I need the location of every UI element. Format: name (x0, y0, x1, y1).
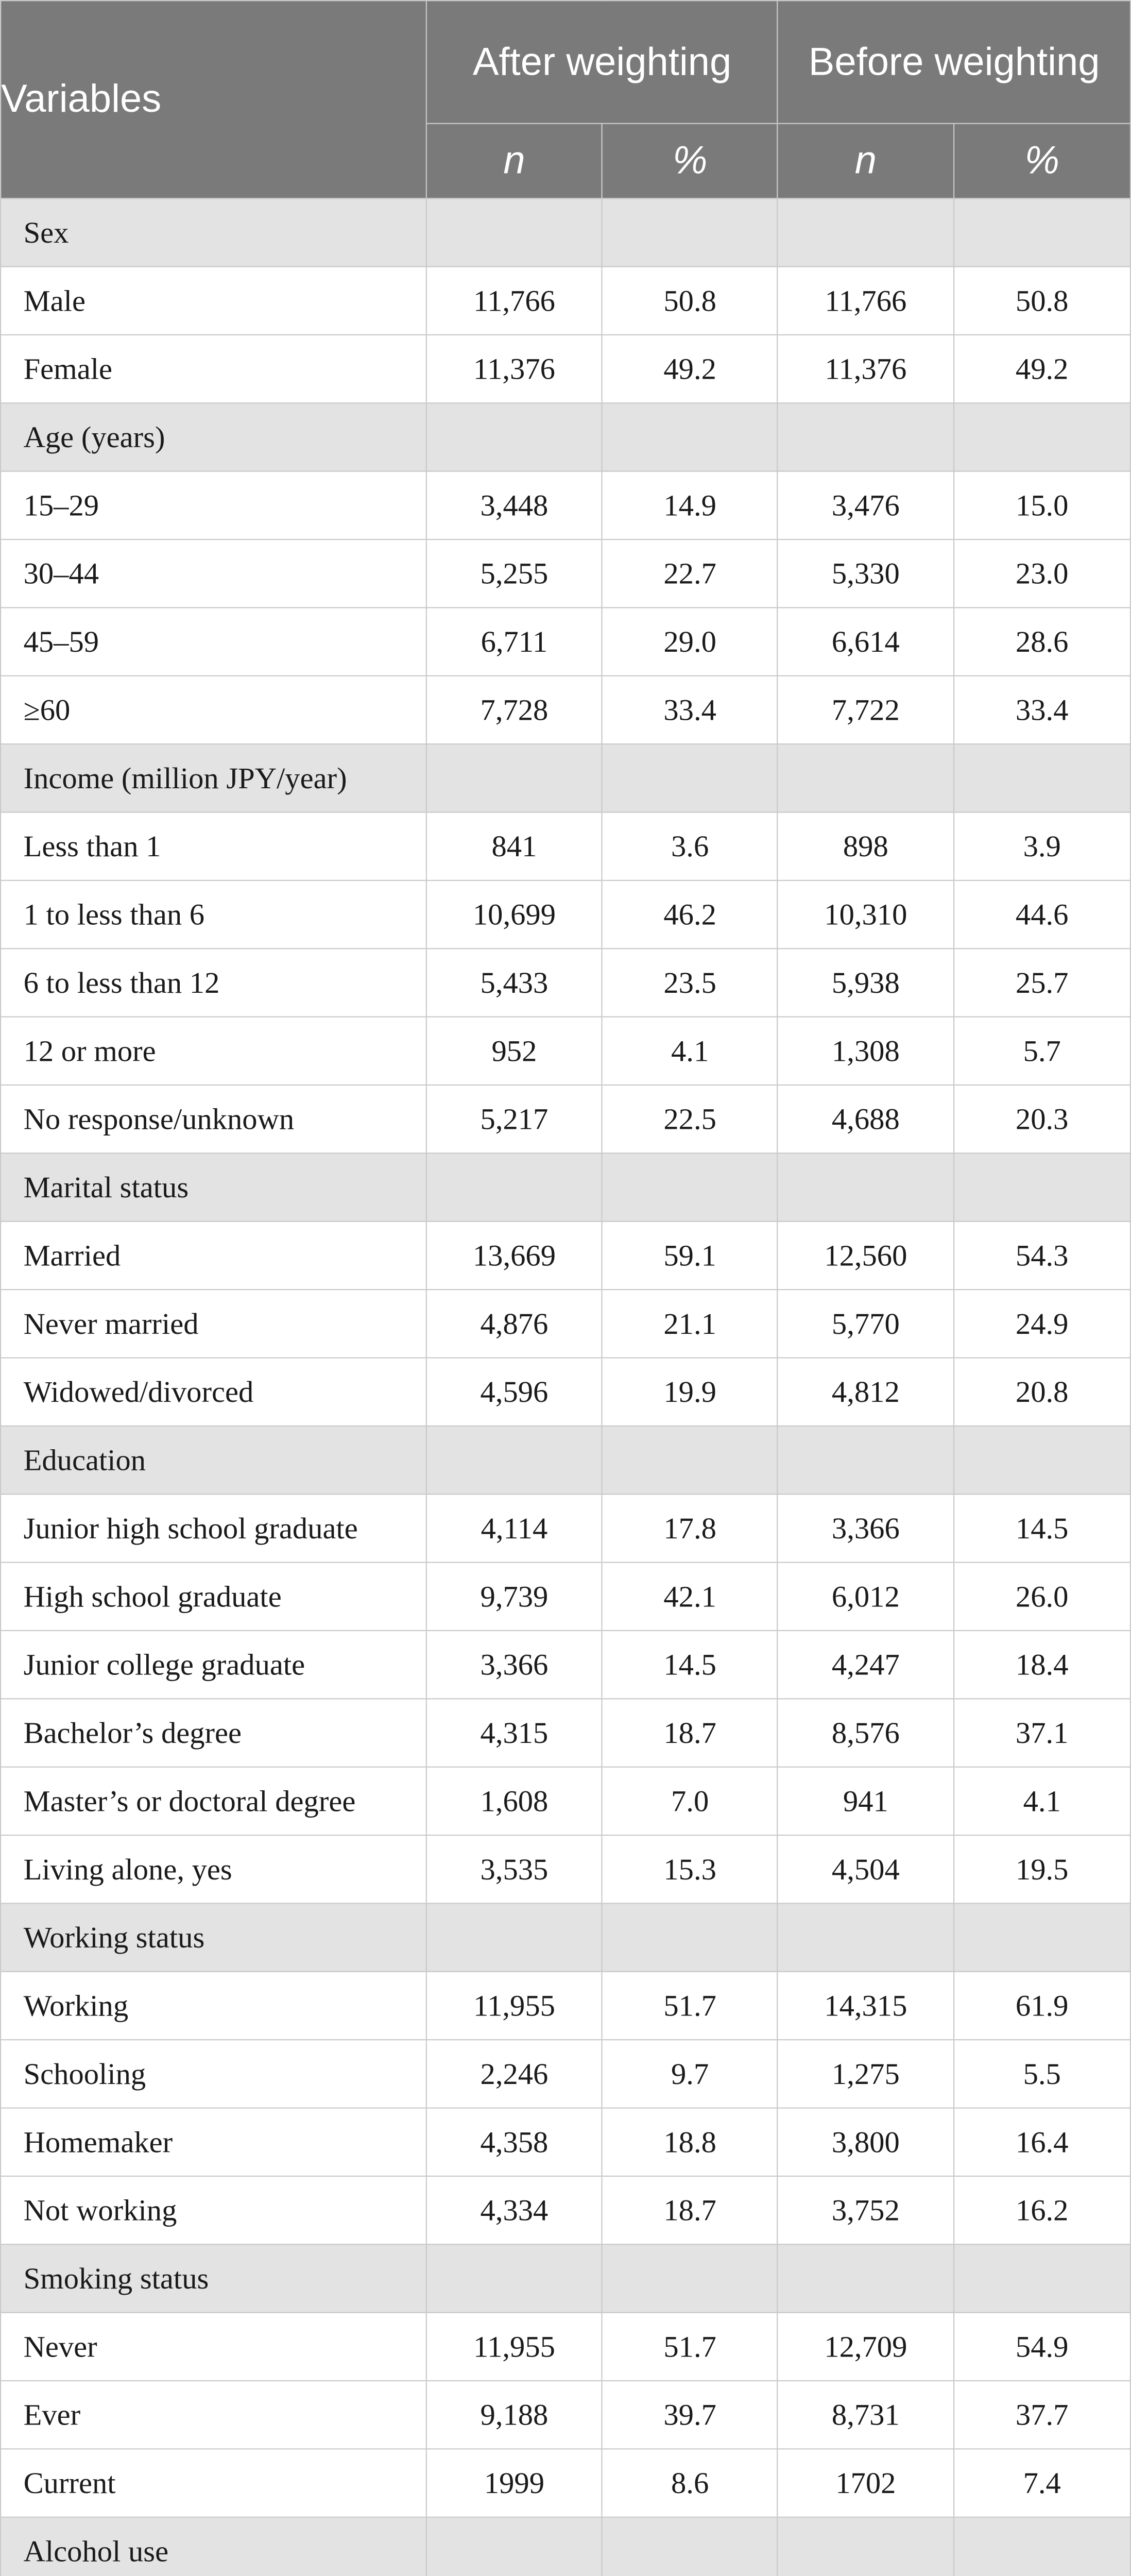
empty-cell (602, 198, 778, 266)
after-n-cell: 3,448 (426, 471, 602, 539)
row-label: 45–59 (1, 607, 426, 675)
row-label: Junior college graduate (1, 1631, 426, 1699)
row-label: Ever (1, 2381, 426, 2449)
table-row (1, 1017, 1130, 1085)
after-pct-cell: 22.5 (602, 1085, 778, 1153)
before-pct-cell: 19.5 (953, 1835, 1130, 1903)
before-n-cell: 4,812 (778, 1358, 953, 1426)
after-n-cell: 13,669 (426, 1222, 602, 1290)
before-n-cell: 6,614 (778, 607, 953, 675)
after-pct-cell: 42.1 (602, 1563, 778, 1631)
section-row (1, 1903, 1130, 1971)
before-n-cell: 3,752 (778, 2176, 953, 2244)
after-pct-cell: 18.7 (602, 2176, 778, 2244)
after-pct-cell: 33.4 (602, 676, 778, 744)
before-pct-cell: 28.6 (953, 607, 1130, 675)
before-pct-header: % (953, 124, 1130, 198)
table-row (1, 2449, 1130, 2517)
after-pct-cell: 23.5 (602, 948, 778, 1016)
after-pct-cell: 21.1 (602, 1290, 778, 1358)
empty-cell (426, 1903, 602, 1971)
section-label: Education (1, 1426, 426, 1494)
before-pct-cell: 37.1 (953, 1699, 1130, 1767)
table-row (1, 1222, 1130, 1290)
after-pct-cell: 9.7 (602, 2040, 778, 2108)
row-label: Never (1, 2313, 426, 2381)
table-row (1, 1494, 1130, 1562)
row-label: Not working (1, 2176, 426, 2244)
table-row (1, 2108, 1130, 2176)
before-pct-cell: 33.4 (953, 676, 1130, 744)
before-weighting-header: Before weighting (778, 1, 1130, 124)
empty-cell (953, 198, 1130, 266)
empty-cell (426, 1153, 602, 1221)
table-row (1, 1835, 1130, 1903)
table-row (1, 1699, 1130, 1767)
section-row (1, 744, 1130, 812)
after-pct-cell: 46.2 (602, 880, 778, 948)
before-n-cell: 3,800 (778, 2108, 953, 2176)
section-label: Working status (1, 1903, 426, 1971)
empty-cell (602, 1153, 778, 1221)
table-row (1, 1358, 1130, 1426)
empty-cell (426, 2244, 602, 2312)
before-pct-cell: 14.5 (953, 1494, 1130, 1562)
before-pct-cell: 5.5 (953, 2040, 1130, 2108)
table-row (1, 1972, 1130, 2040)
table-row (1, 1563, 1130, 1631)
empty-cell (953, 403, 1130, 471)
before-pct-cell: 44.6 (953, 880, 1130, 948)
empty-cell (778, 1426, 953, 1494)
empty-cell (778, 2244, 953, 2312)
table-row (1, 1290, 1130, 1358)
before-pct-cell: 7.4 (953, 2449, 1130, 2517)
before-pct-cell: 16.4 (953, 2108, 1130, 2176)
after-pct-cell: 3.6 (602, 812, 778, 880)
section-label: Age (years) (1, 403, 426, 471)
empty-cell (426, 1426, 602, 1494)
empty-cell (602, 2517, 778, 2576)
section-row (1, 403, 1130, 471)
empty-cell (778, 1903, 953, 1971)
after-n-cell: 11,955 (426, 2313, 602, 2381)
row-label: Married (1, 1222, 426, 1290)
before-n-header: n (778, 124, 953, 198)
table-row (1, 676, 1130, 744)
before-pct-cell: 24.9 (953, 1290, 1130, 1358)
after-n-cell: 5,255 (426, 539, 602, 607)
after-pct-cell: 29.0 (602, 607, 778, 675)
row-label: No response/unknown (1, 1085, 426, 1153)
empty-cell (602, 1903, 778, 1971)
before-pct-cell: 20.3 (953, 1085, 1130, 1153)
after-n-cell: 4,358 (426, 2108, 602, 2176)
empty-cell (426, 2517, 602, 2576)
before-n-cell: 10,310 (778, 880, 953, 948)
before-pct-cell: 5.7 (953, 1017, 1130, 1085)
empty-cell (953, 2517, 1130, 2576)
after-n-cell: 4,114 (426, 1494, 602, 1562)
row-label: 30–44 (1, 539, 426, 607)
empty-cell (426, 198, 602, 266)
after-n-cell: 4,596 (426, 1358, 602, 1426)
after-n-cell: 1,608 (426, 1767, 602, 1835)
row-label: Living alone, yes (1, 1835, 426, 1903)
before-pct-cell: 54.9 (953, 2313, 1130, 2381)
before-pct-cell: 37.7 (953, 2381, 1130, 2449)
table-row (1, 607, 1130, 675)
after-n-cell: 3,535 (426, 1835, 602, 1903)
table-row (1, 880, 1130, 948)
before-n-cell: 4,688 (778, 1085, 953, 1153)
empty-cell (953, 2244, 1130, 2312)
after-pct-cell: 15.3 (602, 1835, 778, 1903)
before-n-cell: 941 (778, 1767, 953, 1835)
before-n-cell: 8,731 (778, 2381, 953, 2449)
row-label: Junior high school graduate (1, 1494, 426, 1562)
empty-cell (426, 744, 602, 812)
after-n-cell: 5,433 (426, 948, 602, 1016)
after-n-cell: 9,739 (426, 1563, 602, 1631)
section-row (1, 1426, 1130, 1494)
table-row (1, 2040, 1130, 2108)
row-label: Male (1, 267, 426, 335)
section-label: Sex (1, 198, 426, 266)
before-n-cell: 6,012 (778, 1563, 953, 1631)
after-pct-cell: 4.1 (602, 1017, 778, 1085)
after-n-cell: 952 (426, 1017, 602, 1085)
before-pct-cell: 54.3 (953, 1222, 1130, 1290)
empty-cell (953, 1426, 1130, 1494)
row-label: ≥60 (1, 676, 426, 744)
after-pct-cell: 59.1 (602, 1222, 778, 1290)
after-n-cell: 3,366 (426, 1631, 602, 1699)
empty-cell (602, 1426, 778, 1494)
section-label: Marital status (1, 1153, 426, 1221)
after-pct-cell: 22.7 (602, 539, 778, 607)
table-row (1, 1767, 1130, 1835)
after-pct-cell: 39.7 (602, 2381, 778, 2449)
before-pct-cell: 49.2 (953, 335, 1130, 403)
empty-cell (778, 1153, 953, 1221)
empty-cell (778, 403, 953, 471)
after-n-cell: 6,711 (426, 607, 602, 675)
row-label: Never married (1, 1290, 426, 1358)
empty-cell (953, 1903, 1130, 1971)
before-pct-cell: 61.9 (953, 1972, 1130, 2040)
after-pct-cell: 14.5 (602, 1631, 778, 1699)
before-pct-cell: 50.8 (953, 267, 1130, 335)
before-pct-cell: 20.8 (953, 1358, 1130, 1426)
before-n-cell: 7,722 (778, 676, 953, 744)
before-n-cell: 1702 (778, 2449, 953, 2517)
after-pct-cell: 50.8 (602, 267, 778, 335)
table-row (1, 335, 1130, 403)
before-n-cell: 11,766 (778, 267, 953, 335)
before-pct-cell: 3.9 (953, 812, 1130, 880)
before-pct-cell: 26.0 (953, 1563, 1130, 1631)
row-label: 12 or more (1, 1017, 426, 1085)
after-pct-header: % (602, 124, 778, 198)
after-pct-cell: 18.8 (602, 2108, 778, 2176)
row-label: 15–29 (1, 471, 426, 539)
table-row (1, 2313, 1130, 2381)
after-pct-cell: 17.8 (602, 1494, 778, 1562)
before-n-cell: 4,504 (778, 1835, 953, 1903)
after-pct-cell: 14.9 (602, 471, 778, 539)
row-label: 1 to less than 6 (1, 880, 426, 948)
table-row (1, 948, 1130, 1016)
after-n-cell: 2,246 (426, 2040, 602, 2108)
after-weighting-header: After weighting (426, 1, 778, 124)
row-label: Female (1, 335, 426, 403)
row-label: Homemaker (1, 2108, 426, 2176)
after-pct-cell: 7.0 (602, 1767, 778, 1835)
before-n-cell: 3,366 (778, 1494, 953, 1562)
row-label: Bachelor’s degree (1, 1699, 426, 1767)
empty-cell (953, 744, 1130, 812)
empty-cell (953, 1153, 1130, 1221)
after-n-cell: 11,766 (426, 267, 602, 335)
after-n-cell: 5,217 (426, 1085, 602, 1153)
row-label: Current (1, 2449, 426, 2517)
table-row (1, 539, 1130, 607)
section-label: Income (million JPY/year) (1, 744, 426, 812)
before-n-cell: 12,709 (778, 2313, 953, 2381)
after-pct-cell: 49.2 (602, 335, 778, 403)
row-label: High school graduate (1, 1563, 426, 1631)
after-n-cell: 9,188 (426, 2381, 602, 2449)
row-label: Widowed/divorced (1, 1358, 426, 1426)
empty-cell (778, 2517, 953, 2576)
after-pct-cell: 8.6 (602, 2449, 778, 2517)
table-row (1, 812, 1130, 880)
before-pct-cell: 16.2 (953, 2176, 1130, 2244)
before-n-cell: 4,247 (778, 1631, 953, 1699)
row-label: Less than 1 (1, 812, 426, 880)
section-row (1, 2244, 1130, 2312)
row-label: Working (1, 1972, 426, 2040)
section-label: Smoking status (1, 2244, 426, 2312)
before-n-cell: 1,308 (778, 1017, 953, 1085)
row-label: Schooling (1, 2040, 426, 2108)
after-n-cell: 11,376 (426, 335, 602, 403)
table-row (1, 267, 1130, 335)
before-pct-cell: 23.0 (953, 539, 1130, 607)
section-row (1, 2517, 1130, 2576)
after-pct-cell: 51.7 (602, 2313, 778, 2381)
after-pct-cell: 19.9 (602, 1358, 778, 1426)
row-label: Master’s or doctoral degree (1, 1767, 426, 1835)
empty-cell (602, 2244, 778, 2312)
before-pct-cell: 25.7 (953, 948, 1130, 1016)
after-n-cell: 4,876 (426, 1290, 602, 1358)
after-pct-cell: 18.7 (602, 1699, 778, 1767)
before-n-cell: 8,576 (778, 1699, 953, 1767)
before-n-cell: 5,770 (778, 1290, 953, 1358)
header-row (1, 1, 1130, 124)
before-n-cell: 3,476 (778, 471, 953, 539)
after-n-cell: 1999 (426, 2449, 602, 2517)
after-n-cell: 11,955 (426, 1972, 602, 2040)
after-n-cell: 841 (426, 812, 602, 880)
before-n-cell: 5,330 (778, 539, 953, 607)
table-body (1, 1, 1130, 2576)
before-n-cell: 1,275 (778, 2040, 953, 2108)
empty-cell (602, 403, 778, 471)
before-n-cell: 12,560 (778, 1222, 953, 1290)
after-n-cell: 4,315 (426, 1699, 602, 1767)
empty-cell (602, 744, 778, 812)
empty-cell (778, 744, 953, 812)
empty-cell (778, 198, 953, 266)
before-pct-cell: 15.0 (953, 471, 1130, 539)
before-n-cell: 898 (778, 812, 953, 880)
after-n-cell: 4,334 (426, 2176, 602, 2244)
after-pct-cell: 51.7 (602, 1972, 778, 2040)
section-row (1, 1153, 1130, 1221)
table-row (1, 1085, 1130, 1153)
after-n-cell: 7,728 (426, 676, 602, 744)
before-pct-cell: 4.1 (953, 1767, 1130, 1835)
section-label: Alcohol use (1, 2517, 426, 2576)
after-n-header: n (426, 124, 602, 198)
table-row (1, 1631, 1130, 1699)
section-row (1, 198, 1130, 266)
empty-cell (426, 403, 602, 471)
after-n-cell: 10,699 (426, 880, 602, 948)
table-row (1, 471, 1130, 539)
before-n-cell: 11,376 (778, 335, 953, 403)
before-pct-cell: 18.4 (953, 1631, 1130, 1699)
table-row (1, 2381, 1130, 2449)
before-n-cell: 14,315 (778, 1972, 953, 2040)
table-row (1, 2176, 1130, 2244)
row-label: 6 to less than 12 (1, 948, 426, 1016)
before-n-cell: 5,938 (778, 948, 953, 1016)
variables-header: Variables (1, 1, 426, 198)
